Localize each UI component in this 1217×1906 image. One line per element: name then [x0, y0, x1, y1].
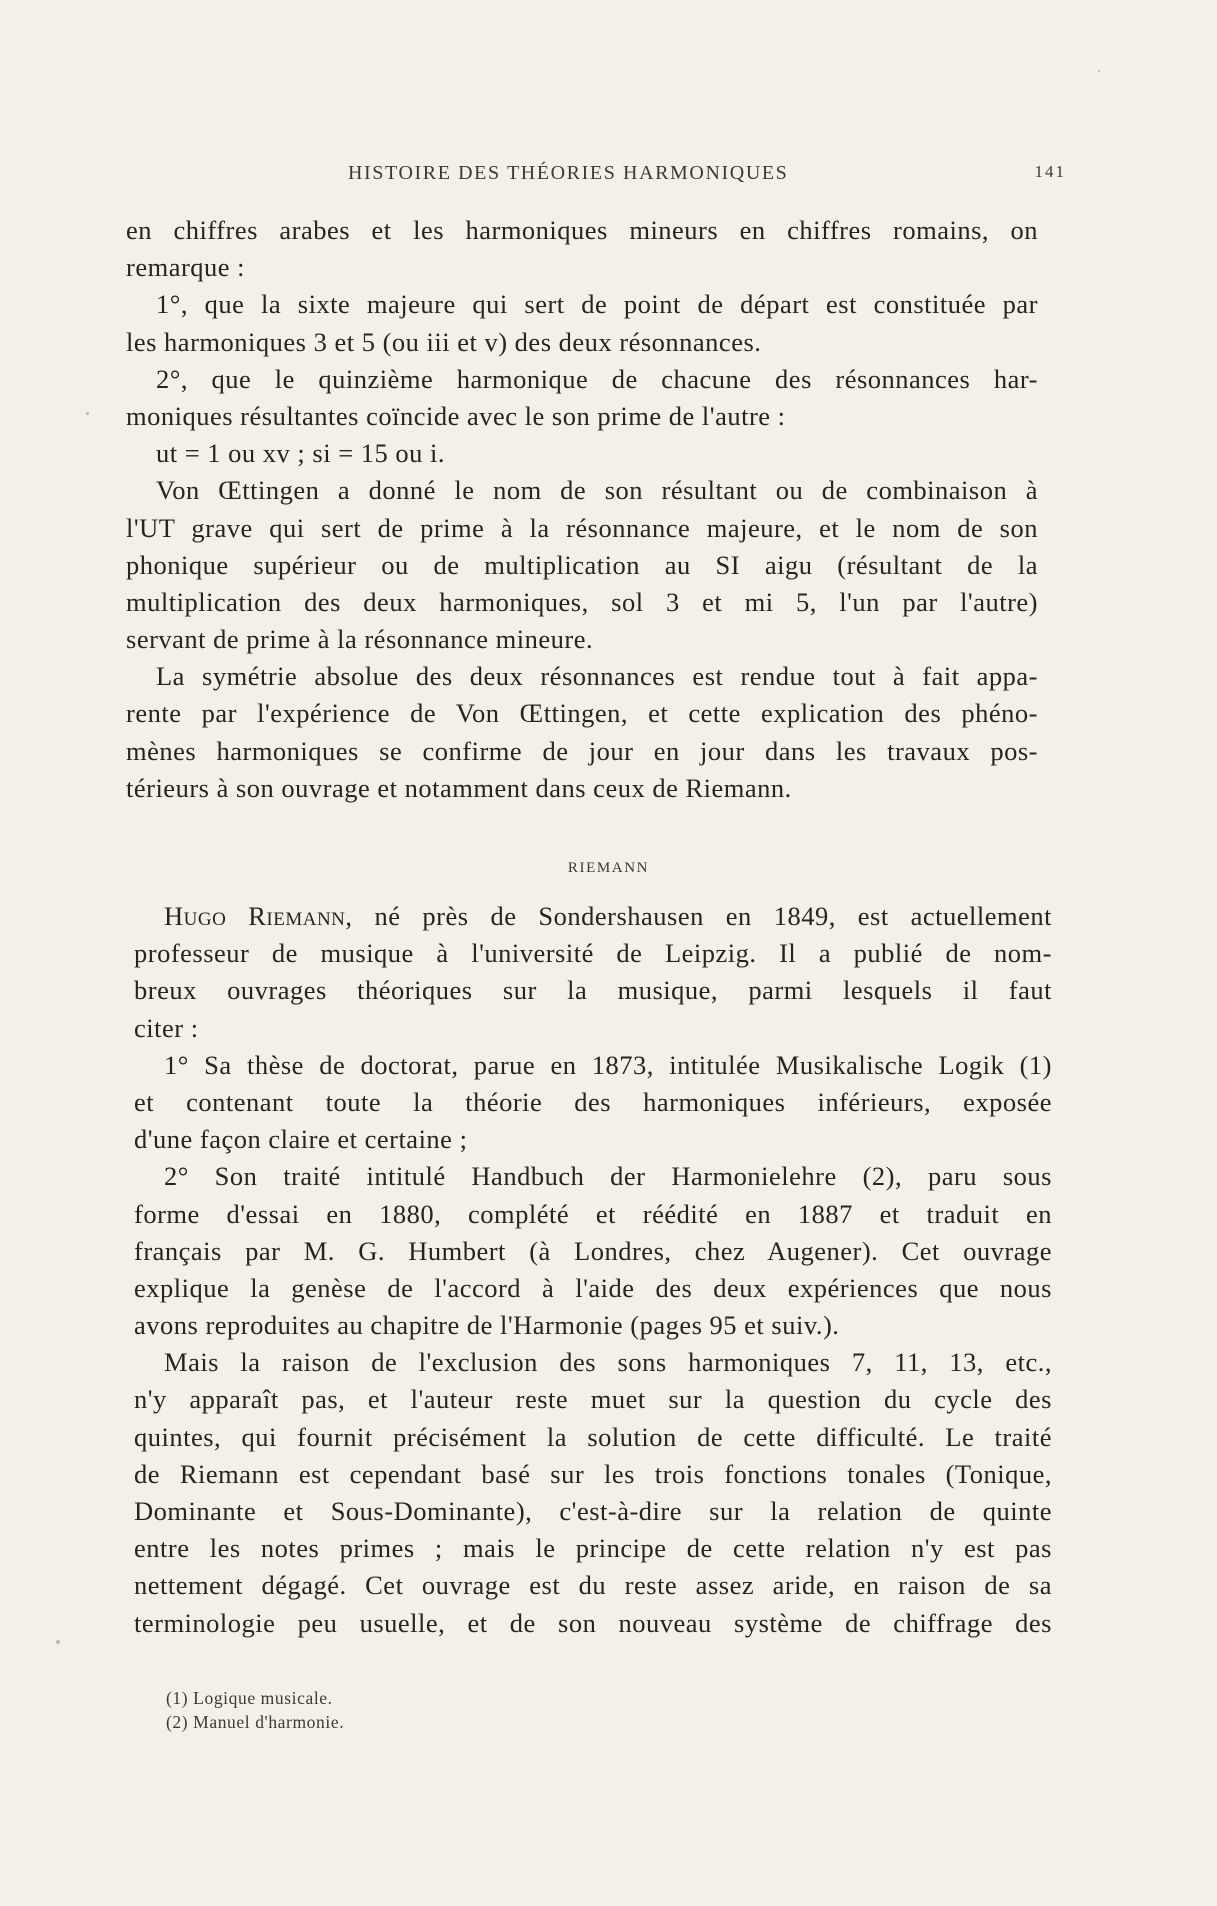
body-text-riemann	[134, 898, 1052, 1642]
text-line: français par M. G. Humbert (à Londres, chez Augener). Cet ouvrage	[134, 1235, 1052, 1266]
paper-speck	[86, 412, 89, 415]
running-head-title: HISTOIRE DES THÉORIES HARMONIQUES	[348, 162, 789, 184]
text-line: n'y apparaît pas, et l'auteur reste muet sur la question du cycle des	[134, 1384, 1052, 1415]
author-name: Hugo Riemann	[164, 901, 346, 931]
running-head	[126, 162, 1066, 192]
body-text-oettingen	[126, 212, 1038, 807]
footnote: (1) Logique musicale.	[166, 1688, 333, 1708]
text-line: entre les notes primes ; mais le principe de cette relation n'y est pas	[134, 1533, 1052, 1564]
text-line: explique la genèse de l'accord à l'aide des deux expériences que nous	[134, 1272, 1052, 1303]
text-line	[134, 898, 1052, 935]
paper-speck	[1098, 70, 1100, 72]
text-line: Mais la raison de l'exclusion des sons harmoniques 7, 11, 13, etc.,	[164, 1347, 1052, 1378]
line-text: , né près de Sondershausen en 1849, est actuellement	[345, 901, 1052, 931]
text-line: 2° Son traité intitulé Handbuch der Harmonielehre (2), paru sous	[164, 1161, 1052, 1192]
text-line: mènes harmoniques se confirme de jour en jour dans les travaux pos-	[126, 735, 1038, 766]
text-line: Von Œttingen a donné le nom de son résultant ou de combinaison à	[156, 475, 1038, 506]
text-line: Dominante et Sous-Dominante), c'est-à-dire sur la relation de quinte	[134, 1496, 1052, 1526]
text-line: rente par l'expérience de Von Œttingen, et cette explication des phéno-	[126, 698, 1038, 729]
text-line: en chiffres arabes et les harmoniques mineurs en chiffres romains, on	[126, 215, 1038, 245]
text-line: forme d'essai en 1880, complété et réédité en 1887 et traduit en	[134, 1198, 1052, 1229]
text-line: 1°, que la sixte majeure qui sert de point de départ est constituée par	[156, 289, 1038, 320]
section-heading: RIEMANN	[567, 860, 650, 876]
text-line: remarque :	[126, 252, 246, 283]
text-line: phonique supérieur ou de multiplication au SI aigu (résultant de la	[126, 549, 1038, 580]
text-line: d'une façon claire et certaine ;	[134, 1124, 468, 1155]
text-line: térieurs à son ouvrage et notamment dans ceux de Riemann.	[126, 772, 792, 803]
text-line: quintes, qui fournit précisément la solution de cette difficulté. Le traité	[134, 1421, 1052, 1452]
text-line: l'UT grave qui sert de prime à la résonnance majeure, et le nom de son	[126, 512, 1038, 543]
page-number: 141	[1034, 162, 1066, 181]
text-line: avons reproduites au chapitre de l'Harmonie (pages 95 et suiv.).	[134, 1310, 840, 1341]
footnote: (2) Manuel d'harmonie.	[166, 1712, 345, 1732]
text-line: 1° Sa thèse de doctorat, parue en 1873, intitulée Musikalische Logik (1)	[164, 1049, 1052, 1080]
text-line: nettement dégagé. Cet ouvrage est du reste assez aride, en raison de sa	[134, 1570, 1052, 1601]
text-line: multiplication des deux harmoniques, sol 3 et mi 5, l'un par l'autre)	[126, 586, 1038, 617]
text-line: terminologie peu usuelle, et de son nouveau système de chiffrage des	[134, 1607, 1052, 1638]
paper-speck	[56, 1640, 60, 1644]
text-line: moniques résultantes coïncide avec le son prime de l'autre :	[126, 400, 786, 431]
text-line: professeur de musique à l'université de Leipzig. Il a publié de nom-	[134, 938, 1052, 969]
text-line: les harmoniques 3 et 5 (ou iii et v) des deux résonnances.	[126, 326, 762, 357]
text-line: de Riemann est cependant basé sur les trois fonctions tonales (Tonique,	[134, 1458, 1052, 1489]
text-line: et contenant toute la théorie des harmoniques inférieurs, exposée	[134, 1086, 1052, 1117]
text-line: citer :	[134, 1012, 199, 1043]
text-line: La symétrie absolue des deux résonnances est rendue tout à fait appa-	[156, 661, 1038, 692]
text-line: breux ouvrages théoriques sur la musique, parmi lesquels il faut	[134, 975, 1052, 1006]
footnotes	[166, 1686, 344, 1734]
text-line: 2°, que le quinzième harmonique de chacune des résonnances har-	[156, 363, 1038, 394]
text-line: servant de prime à la résonnance mineure.	[126, 624, 594, 655]
text-line: ut = 1 ou xv ; si = 15 ou i.	[156, 438, 446, 469]
